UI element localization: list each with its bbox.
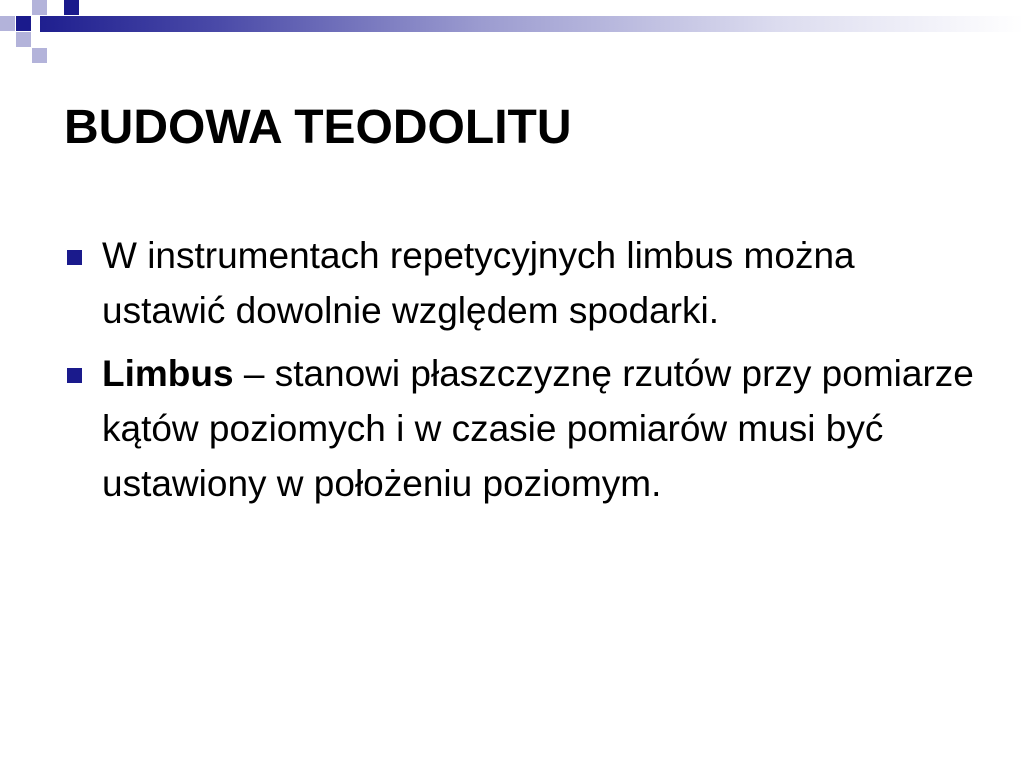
bullet-item <box>64 228 974 338</box>
header-gradient-band <box>40 16 1024 32</box>
decor-square <box>64 0 79 15</box>
bullet-list <box>64 228 974 519</box>
bullet-bold-term: Limbus <box>102 353 234 394</box>
square-bullet-icon <box>67 250 82 265</box>
square-bullet-icon <box>67 368 82 383</box>
decor-square <box>32 48 47 63</box>
bullet-item <box>64 346 974 511</box>
decor-square <box>0 16 15 31</box>
decor-square <box>16 32 31 47</box>
bullet-text: W instrumentach repetycyjnych limbus można ustawić dowolnie względem spodarki. <box>102 235 855 331</box>
decor-square <box>16 16 31 31</box>
decor-square <box>32 0 47 15</box>
slide-title: BUDOWA TEODOLITU <box>64 101 572 154</box>
bullet-text: – stanowi płaszczyznę rzutów przy pomiarze kątów poziomych i w czasie pomiarów musi być ustawiony w położeniu poziomym. <box>102 353 974 504</box>
